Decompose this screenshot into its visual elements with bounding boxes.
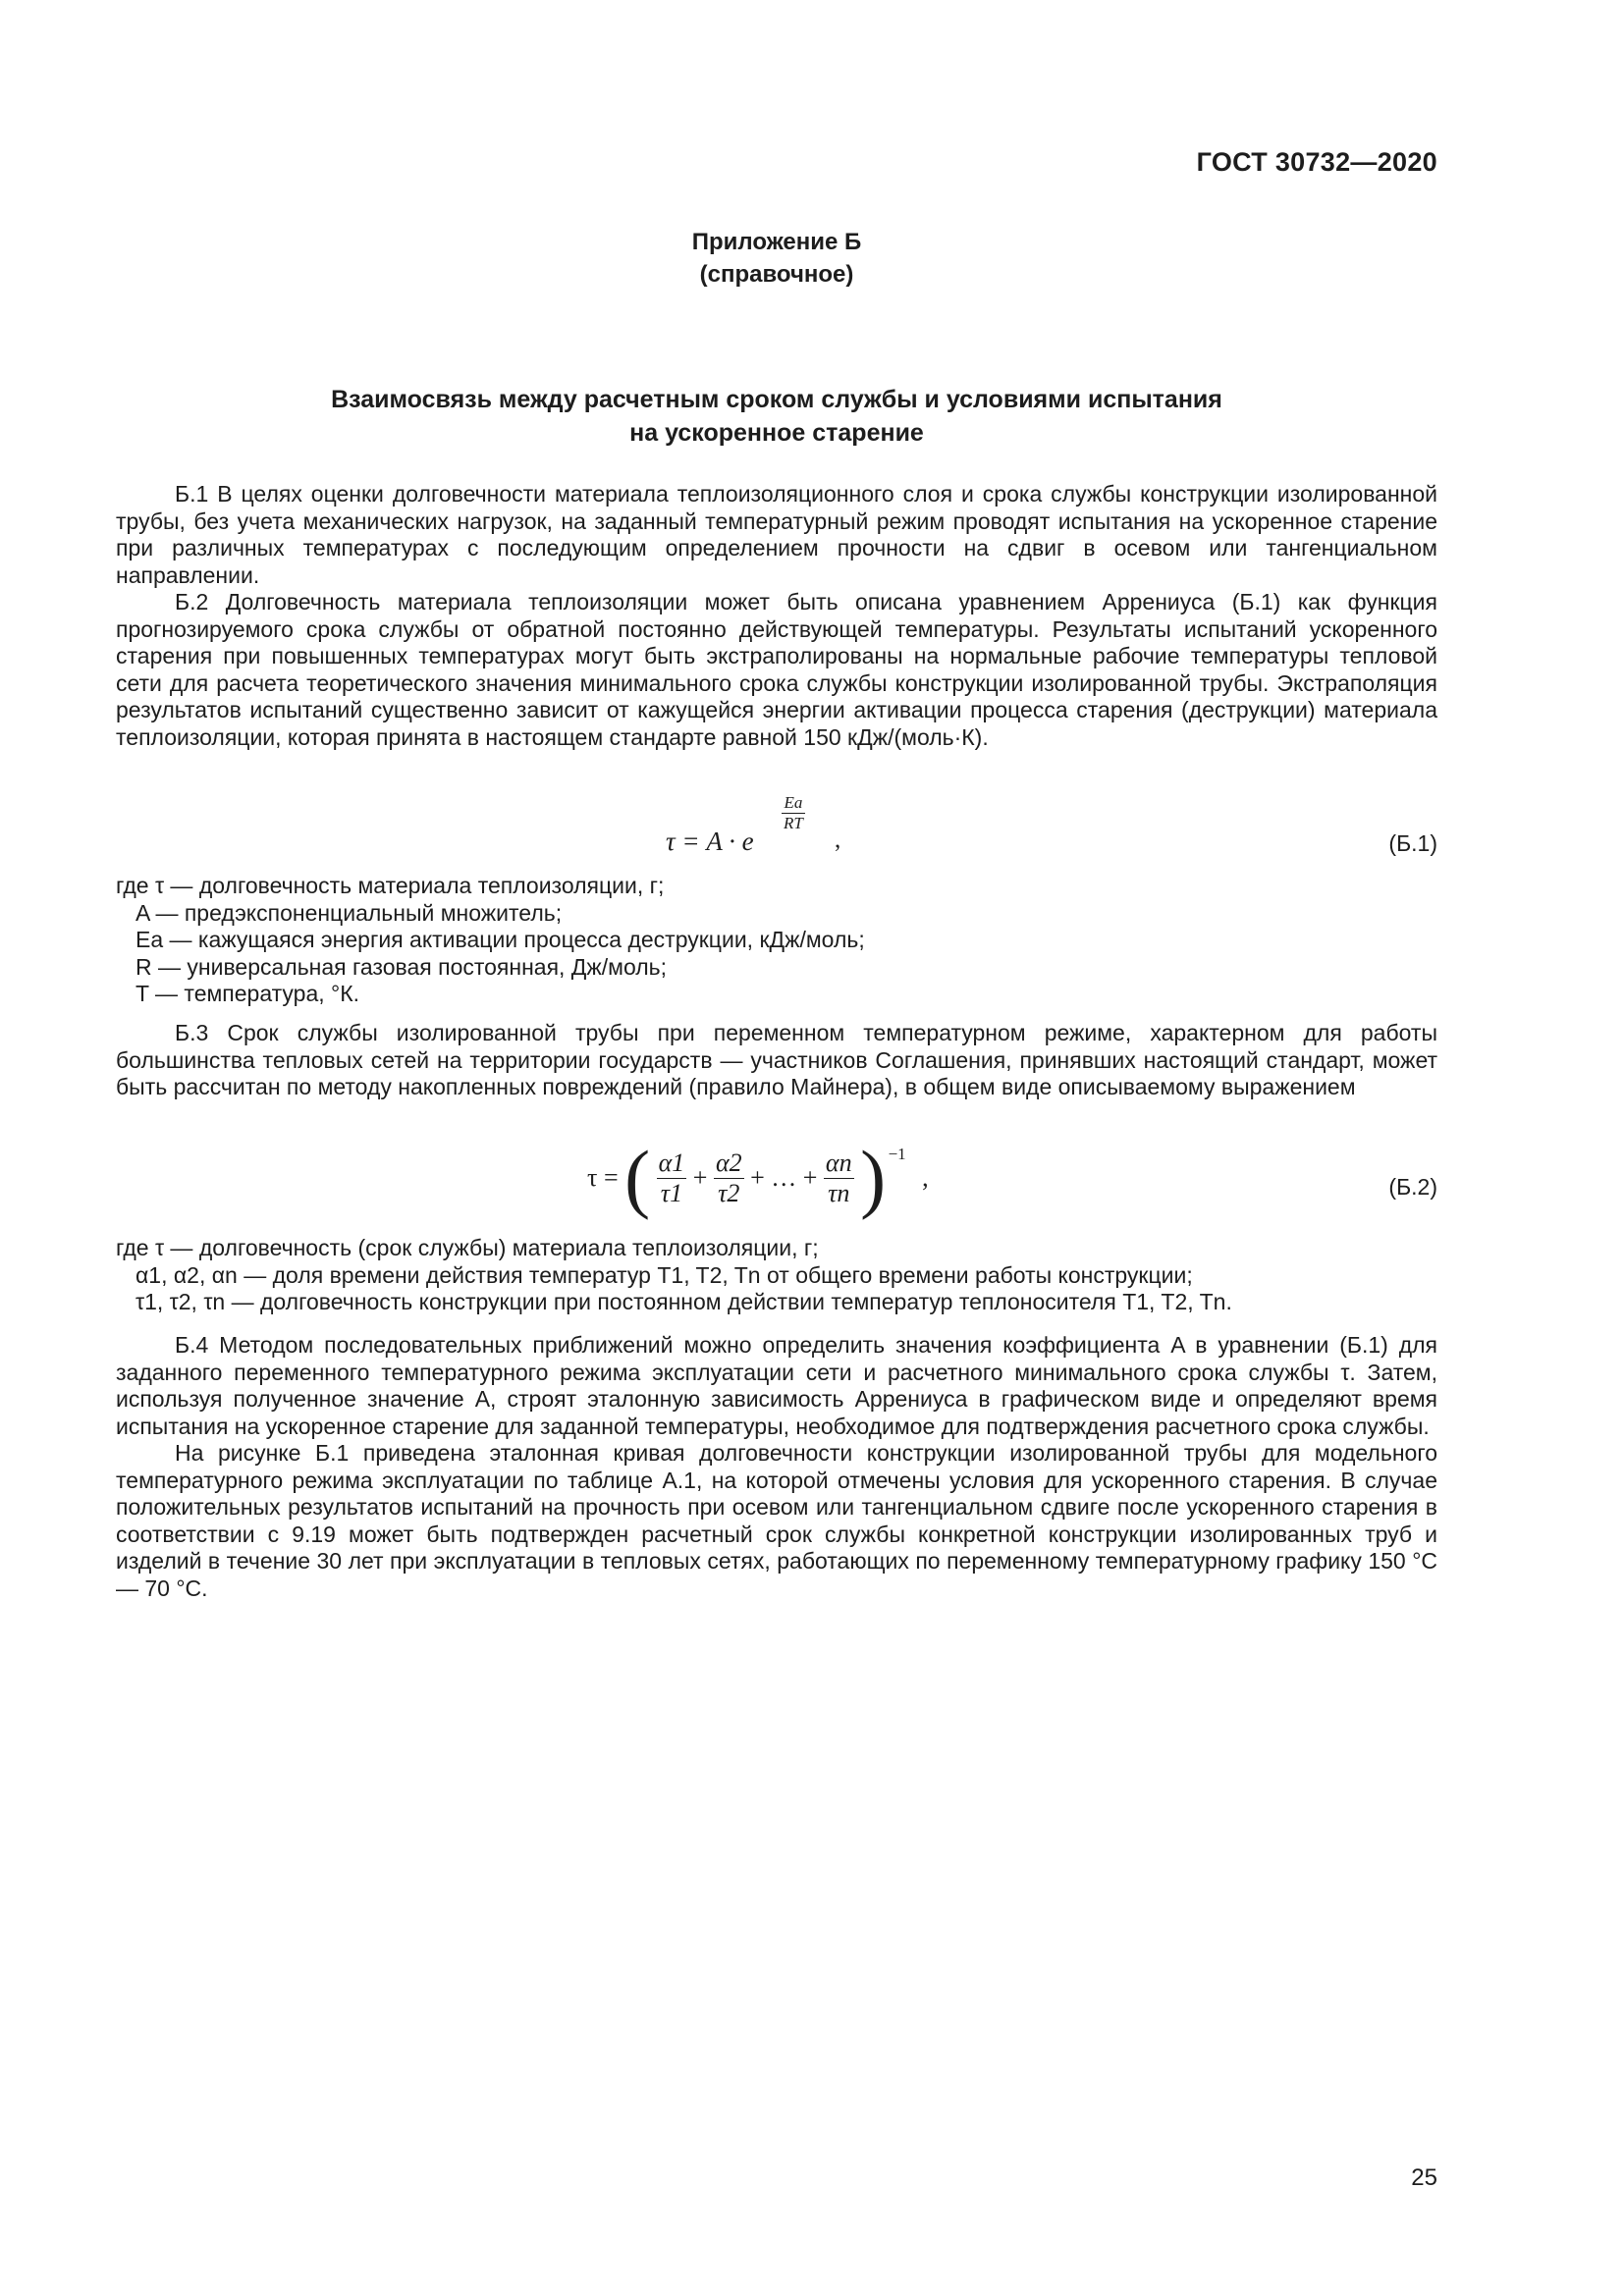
page-number: 25: [1411, 2164, 1437, 2191]
formula-b1-exp-denominator: RT: [784, 814, 803, 832]
document-code: ГОСТ 30732—2020: [1196, 147, 1437, 177]
where-list-1-item-r: R — универсальная газовая постоянная, Дж/моль;: [135, 953, 668, 980]
formula-b2-ellipsis: + … +: [750, 1163, 818, 1192]
appendix-title: Приложение Б: [691, 229, 862, 255]
where-list-1-item-ea: Ea — кажущаяся энергия активации процесса деструкции, кДж/моль;: [135, 927, 865, 952]
where-list-2-first: где τ — долговечность (срок службы) материала теплоизоляции, г;: [116, 1235, 819, 1260]
paragraph-figure-reference: На рисунке Б.1 приведена эталонная кривая долговечности конструкции изолированной трубы для модельного температурного режима эксплуатации по таблице А.1, на которой отмечены условия для ускоренного старения. В случае положительных результатов испытаний на прочность при осевом или тангенциальном сдвиге после ускоренного старения в соответствии с 9.19 может быть подтвержден расчетный срок службы конкретной конструкции изолированных труб и изделий в течение 30 лет при эксплуатации в тепловых сетях, работающих по переменному температурному графику 150 °С — 70 °С.: [116, 1440, 1437, 1601]
formula-b1-exponent: [782, 793, 805, 833]
formula-b1: [116, 793, 1437, 862]
formula-b2-comma: ,: [922, 1163, 929, 1192]
formula-b2-term-1-num: α1: [658, 1148, 685, 1177]
formula-b2-term-2-num: α2: [715, 1148, 742, 1177]
formula-b1-number: (Б.1): [1388, 830, 1437, 856]
where-list-1: [116, 873, 1437, 1008]
paragraph-b4: Б.4 Методом последовательных приближений можно определить значения коэффициента A в уравнении (Б.1) для заданного переменного температурного режима эксплуатации сети и расчетного минимального срока службы τ. Затем, используя полученное значение A, строят эталонную зависимость Аррениуса в графическом виде и определяют время испытания на ускоренное старение для заданной температуры, необходимое для подтверждения расчетного срока службы.: [116, 1332, 1437, 1439]
formula-b2-term-1-den: τ1: [660, 1178, 683, 1207]
paragraph-b2: Б.2 Долговечность материала теплоизоляции может быть описана уравнением Аррениуса (Б.1) как функция прогнозируемого срока службы от обратной постоянно действующей температуры. Результаты испытаний ускоренного старения при повышенных температурах могут быть экстраполированы на нормальные рабочие температуры тепловой сети для расчета теоретического значения минимального срока службы конструкции изолированной трубы. Экстраполяция результатов испытаний существенно зависит от кажущейся энергии активации процесса старения (деструкции) материала теплоизоляции, которая принята в настоящем стандарте равной 150 кДж/(моль·К).: [116, 589, 1437, 750]
formula-b1-lhs: τ = A · e: [666, 827, 754, 856]
formula-b2-term-2-den: τ2: [718, 1178, 740, 1207]
formula-b2-term-n: [824, 1148, 854, 1208]
formula-b2: [116, 1135, 1437, 1237]
section-title-line-2: на ускоренное старение: [629, 419, 924, 447]
where-list-1-item-a: A — предэкспоненциальный множитель;: [135, 899, 563, 926]
formula-b2-term-1: [657, 1148, 687, 1208]
where-list-2-item-tau: τ1, τ2, τn — долговечность конструкции при постоянном действии температур теплоносителя T1, T2, Tn.: [135, 1289, 1232, 1314]
formula-b2-left-paren: (: [624, 1135, 651, 1220]
paragraph-b3: Б.3 Срок службы изолированной трубы при переменном температурном режиме, характерном для работы большинства тепловых сетей на территории государств — участников Соглашения, принявших настоящий стандарт, может быть рассчитан по методу накопленных повреждений (правило Майнера), в общем виде описываемому выражением: [116, 1020, 1437, 1099]
section-title-line-1: Взаимосвязь между расчетным сроком службы и условиями испытания: [331, 386, 1222, 413]
formula-b2-term-2: [714, 1148, 744, 1208]
formula-b2-right-paren: ): [860, 1135, 887, 1220]
formula-b2-power: −1: [888, 1145, 906, 1163]
formula-b2-plus: +: [692, 1163, 708, 1192]
paragraph-b1: Б.1 В целях оценки долговечности материала теплоизоляционного слоя и срока службы конструкции изолированной трубы, без учета механических нагрузок, на заданный температурный режим проводят испытания на ускоренное старение при различных температурах с последующим определением прочности на сдвиг в осевом или тангенциальном направлении.: [116, 481, 1437, 588]
where-list-2-item-alpha: α1, α2, αn — доля времени действия температур T1, T2, Tn от общего времени работы конструкции;: [135, 1261, 1193, 1288]
text-block-3: [116, 1332, 1437, 1602]
document-page: [116, 0, 1437, 2296]
formula-b2-term-n-den: τn: [828, 1178, 850, 1207]
where-list-2: [116, 1235, 1437, 1316]
formula-b2-term-n-num: αn: [825, 1148, 852, 1177]
formula-b2-lhs: τ =: [587, 1163, 619, 1192]
formula-b1-comma: ,: [835, 827, 841, 853]
where-list-1-item-t: T — температура, °К.: [135, 981, 360, 1006]
formula-b1-exp-numerator: Ea: [782, 793, 805, 814]
formula-b2-number: (Б.2): [1388, 1174, 1437, 1200]
where-list-1-first: где τ — долговечность материала теплоизоляции, г;: [116, 873, 665, 898]
appendix-subtitle: (справочное): [699, 261, 854, 288]
appendix-heading: [116, 226, 1437, 291]
text-block-1: [116, 481, 1437, 751]
text-block-2: [116, 1020, 1437, 1101]
section-title: [116, 383, 1437, 450]
